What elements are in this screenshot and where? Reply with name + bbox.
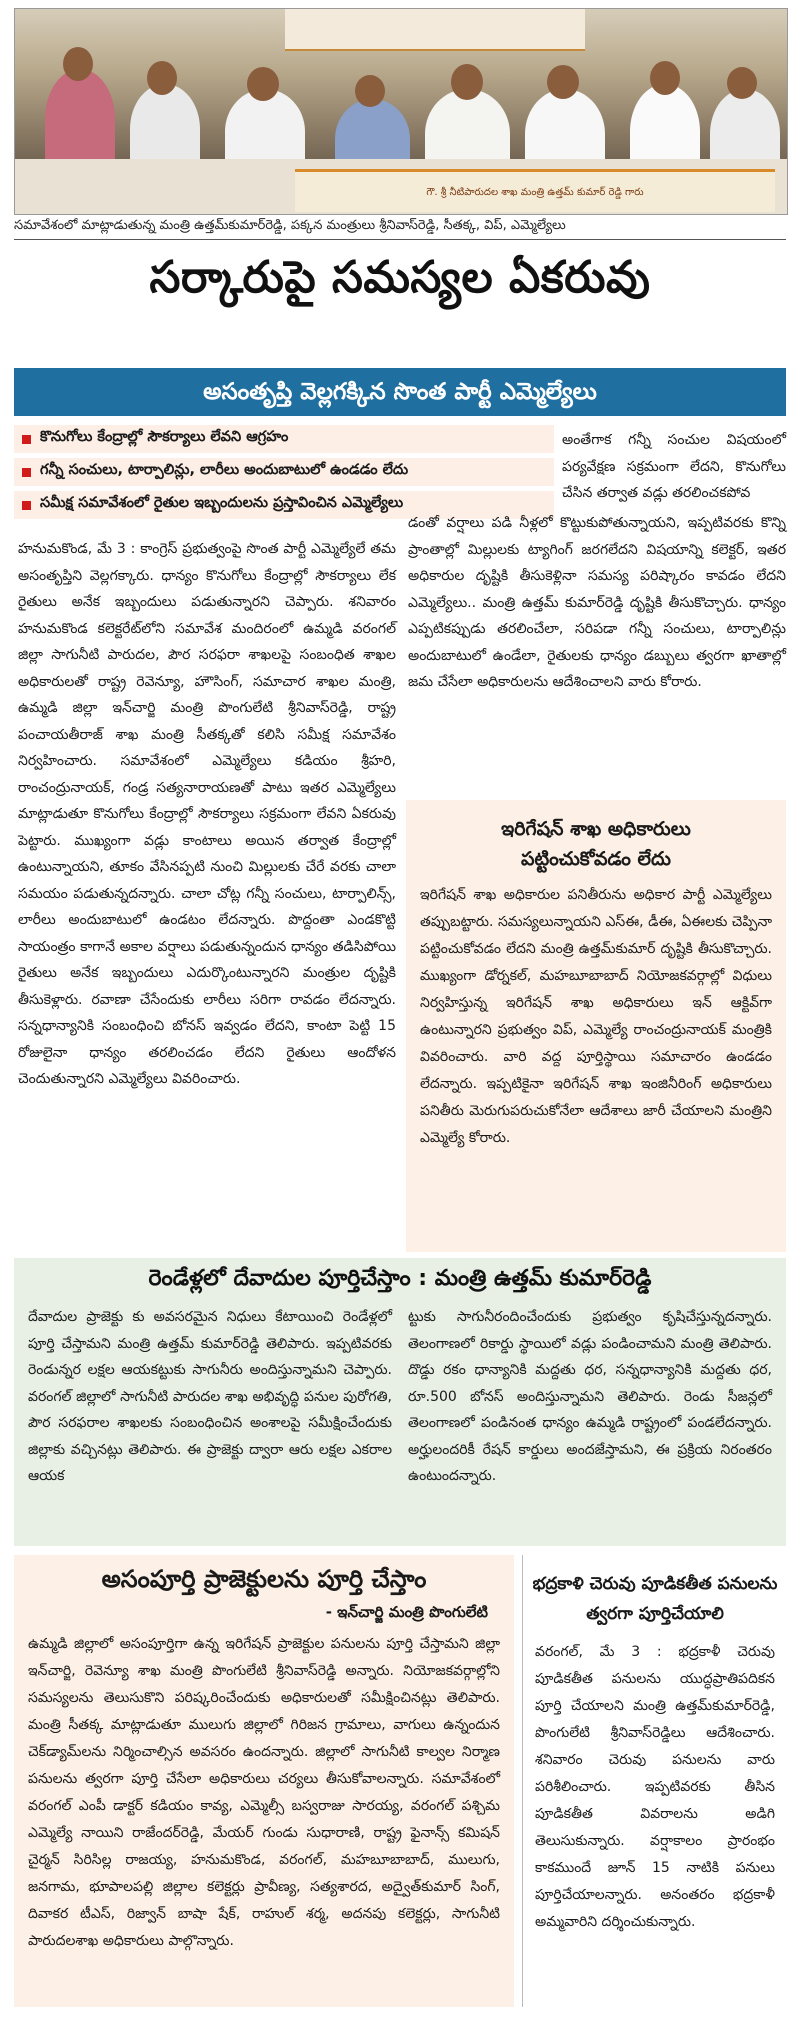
- news-photo: [14, 8, 788, 215]
- page-headline: సర్కారుపై సమస్యల ఏకరువు: [149, 252, 651, 303]
- photo-caption: సమావేశంలో మాట్లాడుతున్న మంత్రి ఉత్తమ్‌కుమార్‌రెడ్డి, పక్కన మంత్రులు శ్రీనివాస్‌రెడ్డి, సీతక్క, విప్‌, ఎమ్మెల్యేలు: [14, 218, 786, 240]
- photo-table-banner-text: గౌ. శ్రీ నీటిపారుదల శాఖ మంత్రి ఉత్తమ్ కుమార్ రెడ్డి గారు: [426, 187, 644, 198]
- bhadrakali-title: భద్రకాళి చెరువు పూడికతీత పనులను త్వరగా పూర్తిచేయాలి: [532, 1574, 778, 1624]
- photo-backdrop-banner: [285, 9, 585, 51]
- devadula-column: ట్టుకు సాగునీరందించేందుకు ప్రభుత్వం కృషిచేస్తున్నదన్నారు. తెలంగాణలో రికార్డు స్థాయిలో వడ్లు పండించామని మంత్రి తెలిపారు. దొడ్డు రకం ధాన్యానికి మద్దతు ధర, సన్నధాన్యానికి మద్దతు ధర, రూ.500 బోనస్ అందిస్తున్నామని తెలిపారు. రెండు సీజన్లలో తెలంగాణలో పండినంత ధాన్యం ఉమ్మడి రాష్ట్రంలో పండలేదన్నారు. అర్హులందరికీ రేషన్ కార్డులు అందజేస్తామని, ఈ ప్రక్రియ నిరంతరం ఉంటుందన్నారు.: [408, 1309, 772, 1484]
- devadula-section: [14, 1258, 786, 1546]
- photo-person: [45, 69, 115, 169]
- ponguleti-byline: - ఇన్‌చార్జి మంత్రి పొంగులేటి: [325, 1603, 488, 1621]
- ponguleti-section: [14, 1555, 514, 2007]
- photo-person-head: [247, 67, 279, 101]
- photo-person-head: [727, 67, 757, 99]
- article-text: అంతేగాక గన్నీ సంచుల విషయంలో పర్యవేక్షణ సక్రమంగా లేదని, కొనుగోలు చేసిన తర్వాత వడ్లు తరలించకపోవ: [562, 432, 786, 501]
- bhadrakali-section: [522, 1555, 787, 2007]
- article-text: డంతో వర్షాలు పడి నీళ్లలో కొట్టుకుపోతున్నాయని, ఇప్పటివరకు కొన్ని ప్రాంతాల్లో మిల్లులకు ట్యాగింగ్ జరగలేదని విషయాన్ని కలెక్టర్, ఇతర అధికారుల దృష్టికి తీసుకెళ్లినా సమస్య పరిష్కారం కావడం లేదని ఎమ్మెల్యేలు.. మంత్రి ఉత్తమ్ కుమార్‌రెడ్డి దృష్టికి తీసుకొచ్చారు. ధాన్యం ఎప్పటికప్పుడు తరలించేలా, సరిపడా గన్నీ సంచులు, టార్పాలిన్లు అందుబాటులో ఉండేలా, రైతులకు ధాన్యం డబ్బులు త్వరగా ఖాతాల్లో జమ చేసేలా అధికారులను ఆదేశించాలని వారు కోరారు.: [408, 515, 786, 690]
- article-column-left: [18, 536, 396, 1093]
- devadula-title: రెండేళ్లలో దేవాదుల పూర్తిచేస్తాం : మంత్రి ఉత్తమ్ కుమార్‌రెడ్డి: [148, 1266, 652, 1291]
- ponguleti-title: అసంపూర్తి ప్రాజెక్టులను పూర్తి చేస్తాం: [101, 1565, 427, 1593]
- photo-person-head: [547, 65, 579, 99]
- sub-headline: అసంతృప్తి వెల్లగక్కిన సొంత పార్టీ ఎమ్మెల్యేలు: [14, 368, 786, 416]
- irrigation-box-body: ఇరిగేషన్ శాఖ అధికారుల పనితీరును అధికార పార్టీ ఎమ్మెల్యేలు తప్పుబట్టారు. సమస్యలున్నాయని ఎస్ఈ, డీఈ, ఏఈలకు చెప్పినా పట్టించుకోవడం లేదని మంత్రి ఉత్తమ్‌కుమార్ దృష్టికి తీసుకొచ్చారు. ముఖ్యంగా డోర్నకల్, మహబూబాబాద్ నియోజకవర్గాల్లో విధులు నిర్వహిస్తున్న ఇరిగేషన్ శాఖ అధికారులు ఇన్ ఆక్టివ్‌గా ఉంటున్నారని ప్రభుత్వం విప్, ఎమ్మెల్యే రాంచంద్రునాయక్ మంత్రికి వివరించారు. వారి వద్ద పూర్తిస్థాయి సమాచారం ఉండడం లేదన్నారు. ఇప్పటికైనా ఇరిగేషన్ శాఖ ఇంజినీరింగ్ అధికారులు పనితీరు మెరుగుపరుచుకోనేలా ఆదేశాలు జారీ చేయాలని మంత్రిని ఎమ్మెల్యే కోరారు.: [420, 887, 772, 1146]
- ponguleti-body: ఉమ్మడి జిల్లాలో అసంపూర్తిగా ఉన్న ఇరిగేషన్ ప్రాజెక్టుల పనులను పూర్తి చేస్తామని జిల్లా ఇన్‌చార్జి, రెవెన్యూ శాఖ మంత్రి పొంగులేటి శ్రీనివాస్‌రెడ్డి అన్నారు. నియోజకవర్గాల్లోని సమస్యలను తెలుసుకొని పరిష్కరించేందుకు అధికారులతో సమీక్షించినట్లు తెలిపారు. మంత్రి సీతక్క మాట్లాడుతూ ములుగు జిల్లాలో గిరిజన గ్రామాలు, వాగులు ఉన్నందున చెక్‌డ్యామ్‌లను నిర్మించాల్సిన అవసరం ఉందన్నారు. జిల్లాలో సాగునీటి కాల్వల నిర్మాణ పనులను త్వరగా పూర్తి చేసేలా అధికారులు చర్యలు తీసుకోవాలన్నారు. సమావేశంలో వరంగల్ ఎంపీ డాక్టర్ కడియం కావ్య, ఎమ్మెల్సీ బస్వరాజు సారయ్య, వరంగల్ పశ్చిమ ఎమ్మెల్యే నాయిని రాజేందర్‌రెడ్డి, మేయర్ గుండు సుధారాణి, రాష్ట్ర ఫైనాన్స్ కమిషన్ చైర్మన్ సిరిసిల్ల రాజయ్య, హనుమకొండ, వరంగల్, మహబూబాబాద్, ములుగు, జనగామ, భూపాలపల్లి జిల్లాల కలెక్టర్లు ప్రావీణ్య, సత్యశారద, అద్వైత్‌కుమార్ సింగ్, దివాకర టీఎస్, రిజ్వాన్ బాషా షేక్, రాహుల్ శర్మ, అదనపు కలెక్టర్లు, సాగునీటి పారుదలశాఖ అధికారులు పాల్గొన్నారు.: [28, 1636, 500, 1949]
- irrigation-box: [406, 800, 786, 1252]
- photo-table-banner: [295, 169, 775, 212]
- photo-person-head: [451, 64, 483, 100]
- photo-person-head: [63, 47, 93, 81]
- devadula-body: [14, 1304, 786, 1490]
- article-column-right: [408, 510, 786, 696]
- bullet-item: సమీక్ష సమావేశంలో రైతుల ఇబ్బందులను ప్రస్తావించిన ఎమ్మెల్యేలు: [14, 491, 554, 519]
- bullet-item: కొనుగోలు కేంద్రాల్లో సౌకర్యాలు లేవని ఆగ్రహం: [14, 425, 554, 453]
- devadula-column: దేవాదుల ప్రాజెక్టు కు అవసరమైన నిధులు కేటాయించి రెండేళ్లలో పూర్తి చేస్తామని మంత్రి ఉత్తమ్ కుమార్‌రెడ్డి తెలిపారు. ఇప్పటివరకు రెండున్నర లక్షల ఆయకట్టుకు సాగునీరు అందిస్తున్నామని చెప్పారు. వరంగల్ జిల్లాలో సాగునీటి పారుదల శాఖ అభివృద్ధి పనుల పురోగతి, పౌర సరఫరాల శాఖలకు సంబంధించిన అంశాలపై సమీక్షించేందుకు జిల్లాకు వచ్చినట్లు తెలిపారు. ఈ ప్రాజెక్టు ద్వారా ఆరు లక్షల ఎకరాల ఆయక: [28, 1309, 392, 1484]
- photo-person-head: [650, 61, 680, 95]
- irrigation-box-title: ఇరిగేషన్ శాఖ అధికారులు పట్టించుకోవడం లేదు: [501, 818, 691, 870]
- article-text: హనుమకొండ, మే 3 : కాంగ్రెస్ ప్రభుత్వంపై సొంత పార్టీ ఎమ్మెల్యేలే తమ అసంతృప్తిని వెల్లగక్కారు. ధాన్యం కొనుగోలు కేంద్రాల్లో సౌకర్యాలు లేక రైతులు అనేక ఇబ్బందులు పడుతున్నారని చెప్పారు. శనివారం హనుమకొండ కలెక్టరేట్‌లోని సమావేశ మందిరంలో ఉమ్మడి వరంగల్ జిల్లా సాగునీటి పారుదల, పౌర సరఫరా శాఖలపై సంబంధిత శాఖల అధికారులతో రాష్ట్ర రెవెన్యూ, హౌసింగ్, సమాచార శాఖల మంత్రి, ఉమ్మడి జిల్లా ఇన్‌చార్జి మంత్రి పొంగులేటి శ్రీనివాస్‌రెడ్డి, రాష్ట్ర పంచాయతీరాజ్ శాఖ మంత్రి సీతక్కతో కలిసి సమీక్ష సమావేశం నిర్వహించారు. సమావేశంలో ఎమ్మెల్యేలు కడియం శ్రీహరి, రాంచంద్రునాయక్, గండ్ర సత్యనారాయణతో పాటు ఇతర ఎమ్మెల్యేలు మాట్లాడుతూ కొనుగోలు కేంద్రాల్లో సౌకర్యాలు సక్రమంగా లేవని ఏకరువు పెట్టారు. ముఖ్యంగా వడ్లు కాంటాలు అయిన తర్వాత కేంద్రాల్లో ఉంటున్నాయని, తూకం వేసినప్పటి నుంచి మిల్లులకు చేరే వరకు చాలా సమయం పడుతున్నదన్నారు. చాలా చోట్ల గన్నీ సంచులు, టార్పాలిన్స్, లారీలు అందుబాటులో ఉండటం లేదన్నారు. పొద్దంతా ఎండకొట్టి సాయంత్రం కాగానే అకాల వర్షాలు పడుతున్నందున ధాన్యం తడిసిపోయి రైతులు అనేక ఇబ్బందులు ఎదుర్కొంటున్నారని మంత్రుల దృష్టికి తీసుకెళ్లారు. రవాణా చేసేందుకు లారీలు సరిగా రావడం లేదన్నారు. సన్నధాన్యానికి సంబంధించి బోనస్ ఇవ్వడం లేదని, కాంటా పెట్టి 15 రోజులైనా ధాన్యం తరలించడం లేదని రైతులు ఆందోళన చెందుతున్నారని ఎమ్మెల్యేలు వివరించారు.: [18, 541, 396, 1087]
- bullet-item: గన్నీ సంచులు, టార్పాలిన్లు, లారీలు అందుబాటులో ఉండడం లేదు: [14, 458, 554, 486]
- photo-person-head: [355, 75, 385, 107]
- bhadrakali-body: వరంగల్, మే 3 : భద్రకాళీ చెరువు పూడికతీత పనులను యుద్ధప్రాతిపదికన పూర్తి చేయాలని మంత్రి ఉత్తమ్‌కుమార్‌రెడ్డి, పొంగులేటి శ్రీనివాస్‌రెడ్డిలు ఆదేశించారు. శనివారం చెరువు పనులను వారు పరిశీలించారు. ఇప్పటివరకు తీసిన పూడికతీత వివరాలను అడిగి తెలుసుకున్నారు. వర్షాకాలం ప్రారంభం కాకముందే జూన్ 15 నాటికి పనులు పూర్తిచేయాలన్నారు. అనంతరం భద్రకాళీ అమ్మవారిని దర్శించుకున్నారు.: [535, 1644, 775, 1930]
- article-right-top: [562, 427, 786, 507]
- photo-person-head: [147, 61, 177, 95]
